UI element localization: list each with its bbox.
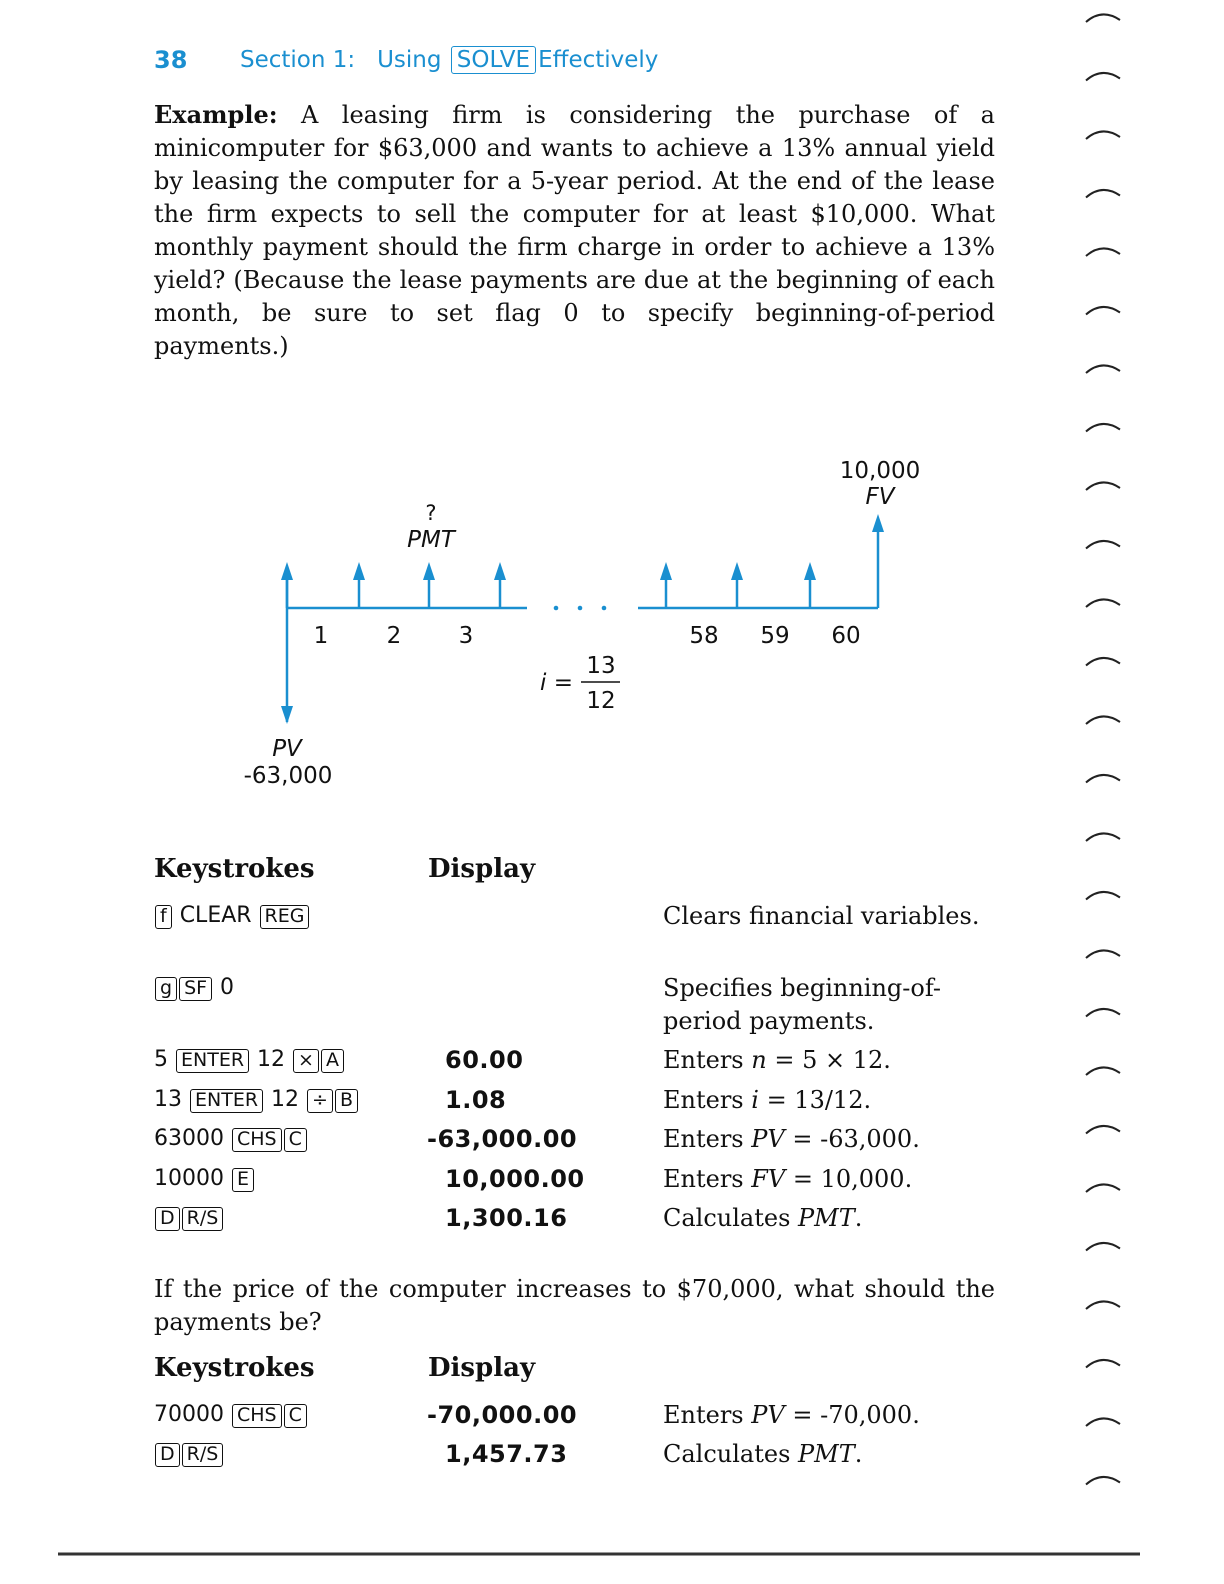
binding-ring bbox=[1086, 775, 1120, 783]
key-rs: R/S bbox=[182, 1443, 224, 1467]
binding-ring bbox=[1086, 658, 1120, 666]
t1-keystrokes-4 bbox=[154, 1087, 359, 1113]
display-header-2: Display bbox=[428, 1353, 536, 1383]
key-f: f bbox=[155, 905, 172, 929]
binding-ring bbox=[1086, 1243, 1120, 1251]
period-3: 3 bbox=[458, 623, 474, 649]
t1-description-7: Calculates PMT. bbox=[663, 1204, 863, 1232]
t2-description-1: Enters PV = -70,000. bbox=[663, 1401, 920, 1429]
keystroke-text: 10000 bbox=[154, 1166, 231, 1191]
binding-ring bbox=[1086, 892, 1120, 900]
page-bottom-edge bbox=[58, 1550, 1140, 1560]
spiral-binding-decoration bbox=[1080, 0, 1140, 1584]
binding-ring bbox=[1086, 833, 1120, 841]
binding-ring bbox=[1086, 424, 1120, 432]
keystroke-text: 70000 bbox=[154, 1402, 231, 1427]
binding-ring bbox=[1086, 716, 1120, 724]
section-title-pre: Using bbox=[377, 47, 442, 73]
pv-arrowhead bbox=[281, 706, 293, 724]
binding-ring bbox=[1086, 131, 1120, 139]
t1-keystrokes-5 bbox=[154, 1126, 308, 1152]
binding-ring bbox=[1086, 248, 1120, 256]
binding-ring bbox=[1086, 482, 1120, 490]
rate-denominator: 12 bbox=[586, 688, 616, 714]
pmt-arrowheads-right bbox=[660, 562, 816, 580]
pv-value: -63,000 bbox=[243, 763, 333, 789]
binding-ring bbox=[1086, 1477, 1120, 1485]
binding-ring bbox=[1086, 307, 1120, 315]
key-chs: CHS bbox=[232, 1128, 282, 1152]
key-c: C bbox=[284, 1128, 307, 1152]
t1-description-5: Enters PV = -63,000. bbox=[663, 1125, 920, 1153]
key-g: g bbox=[155, 977, 177, 1001]
t1-description-1: Clears financial variables. bbox=[663, 902, 980, 930]
binding-ring bbox=[1086, 1009, 1120, 1017]
keystrokes-header-2: Keystrokes bbox=[154, 1353, 315, 1383]
fv-value: 10,000 bbox=[839, 458, 921, 484]
period-2: 2 bbox=[386, 623, 402, 649]
t2-display-value-1: -70,000.00 bbox=[427, 1401, 578, 1429]
key-sf: SF bbox=[179, 977, 212, 1001]
t1-description-6: Enters FV = 10,000. bbox=[663, 1165, 913, 1193]
binding-ring bbox=[1086, 1360, 1120, 1368]
rate-numerator: 13 bbox=[586, 653, 616, 679]
pmt-label: PMT bbox=[407, 527, 455, 553]
binding-ring bbox=[1086, 1126, 1120, 1134]
binding-ring bbox=[1086, 1184, 1120, 1192]
binding-ring bbox=[1086, 365, 1120, 373]
binding-ring bbox=[1086, 1067, 1120, 1075]
t1-display-value-6: 10,000.00 bbox=[445, 1165, 585, 1193]
pmt-arrowheads-left bbox=[281, 562, 506, 580]
period-58: 58 bbox=[689, 623, 719, 649]
pmt-mark: ? bbox=[425, 501, 437, 525]
t2-description-2: Calculates PMT. bbox=[663, 1440, 863, 1468]
fv-arrowhead bbox=[872, 514, 884, 532]
key-chs: CHS bbox=[232, 1404, 282, 1428]
key-a: A bbox=[321, 1049, 344, 1073]
t1-display-value-5: -63,000.00 bbox=[427, 1125, 578, 1153]
t2-keystrokes-1 bbox=[154, 1402, 308, 1428]
binding-ring bbox=[1086, 190, 1120, 198]
ellipsis-dots bbox=[554, 606, 607, 611]
keystroke-text: 12 bbox=[264, 1087, 307, 1112]
period-60: 60 bbox=[831, 623, 861, 649]
keystroke-text: 0 bbox=[213, 975, 235, 1000]
pmt-arrows-left bbox=[287, 574, 500, 608]
t1-keystrokes-7 bbox=[154, 1205, 224, 1231]
example-text: A leasing firm is considering the purchase of a minicomputer for $63,000 and wants to achieve a 13% annual yield by leasing the computer for a 5-year period. At the end of the lease the firm expects to sell the computer for at least $10,000. What monthly payment should the firm charge in order to achieve a 13% yield? (Because the lease payments are due at the beginning of each month, be sure to set flag 0 to specify beginning-of-period payments.) bbox=[154, 101, 995, 360]
section-title-post: Effectively bbox=[538, 47, 659, 73]
period-59: 59 bbox=[760, 623, 790, 649]
key-d: D bbox=[155, 1207, 180, 1231]
fv-label: FV bbox=[865, 484, 895, 510]
binding-ring bbox=[1086, 14, 1120, 22]
page-number: 38 bbox=[154, 46, 188, 74]
t1-keystrokes-3 bbox=[154, 1047, 345, 1073]
key-: × bbox=[293, 1049, 319, 1073]
period-1: 1 bbox=[313, 623, 329, 649]
binding-ring bbox=[1086, 1418, 1120, 1426]
key-d: D bbox=[155, 1443, 180, 1467]
t1-display-value-3: 60.00 bbox=[445, 1046, 524, 1074]
display-header: Display bbox=[428, 854, 536, 884]
t1-keystrokes-2 bbox=[154, 975, 234, 1001]
key-c: C bbox=[284, 1404, 307, 1428]
t1-display-value-7: 1,300.16 bbox=[445, 1204, 568, 1232]
solve-key: SOLVE bbox=[451, 46, 536, 74]
t1-description-3: Enters n = 5 × 12. bbox=[663, 1046, 891, 1074]
rate-symbol: i = bbox=[540, 670, 573, 696]
t1-display-value-4: 1.08 bbox=[445, 1086, 507, 1114]
keystroke-text: 5 bbox=[154, 1047, 175, 1072]
t1-description-2: Specifies beginning-of-period payments. bbox=[663, 974, 941, 1035]
key-reg: REG bbox=[260, 905, 310, 929]
key-rs: R/S bbox=[182, 1207, 224, 1231]
key-enter: ENTER bbox=[190, 1089, 263, 1113]
binding-ring bbox=[1086, 599, 1120, 607]
key-e: E bbox=[232, 1168, 254, 1192]
binding-ring bbox=[1086, 541, 1120, 549]
t2-keystrokes-2 bbox=[154, 1441, 224, 1467]
t1-keystrokes-1 bbox=[154, 903, 310, 929]
key-: ÷ bbox=[307, 1089, 333, 1113]
t1-description-4: Enters i = 13/12. bbox=[663, 1086, 872, 1114]
pv-label: PV bbox=[272, 736, 302, 762]
t1-keystrokes-6 bbox=[154, 1166, 255, 1192]
section-label: Section 1: bbox=[240, 47, 356, 73]
example-label: Example: bbox=[154, 100, 278, 129]
keystroke-text: 12 bbox=[250, 1047, 293, 1072]
binding-ring bbox=[1086, 1301, 1120, 1309]
t2-display-value-2: 1,457.73 bbox=[445, 1440, 568, 1468]
keystroke-text: 13 bbox=[154, 1087, 189, 1112]
binding-ring bbox=[1086, 73, 1120, 81]
keystroke-text: 63000 bbox=[154, 1126, 231, 1151]
key-b: B bbox=[335, 1089, 358, 1113]
binding-ring bbox=[1086, 950, 1120, 958]
keystrokes-header: Keystrokes bbox=[154, 854, 315, 884]
follow-up-paragraph: If the price of the computer increases to $70,000, what should the payments be? bbox=[154, 1275, 995, 1336]
key-enter: ENTER bbox=[176, 1049, 249, 1073]
keystroke-text: CLEAR bbox=[172, 903, 259, 928]
